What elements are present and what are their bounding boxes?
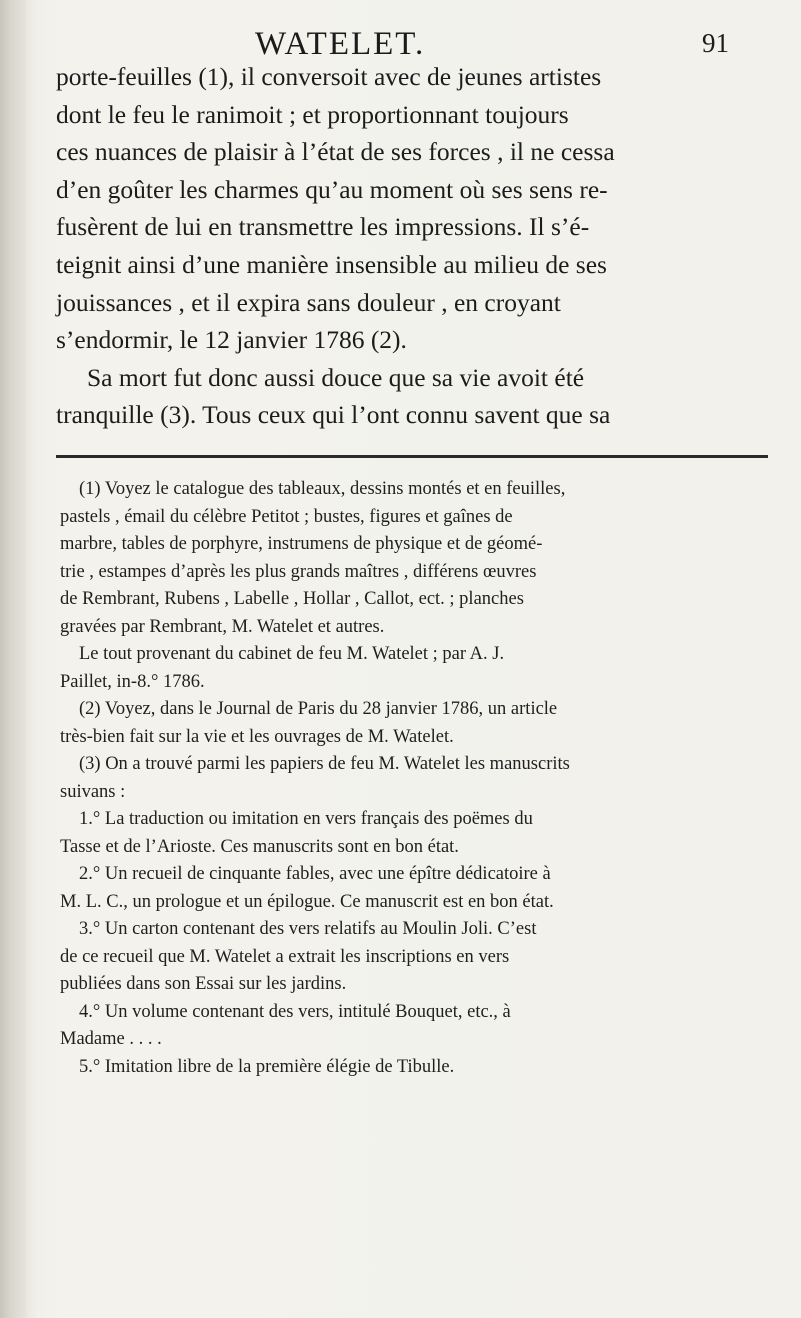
text-line: tranquille (3). Tous ceux qui l’ont connu savent que sa: [56, 400, 611, 430]
footnote-line: 5.° Imitation libre de la première élégie de Tibulle.: [79, 1056, 455, 1077]
footnotes: [60, 476, 776, 1081]
text-line: jouissances , et il expira sans douleur , en croyant: [56, 287, 561, 317]
footnote-line: Paillet, in-8.° 1786.: [60, 671, 205, 692]
text-line: teignit ainsi d’une manière insensible au milieu de ses: [56, 249, 607, 279]
text-line: porte-feuilles (1), il conversoit avec de jeunes artistes: [56, 62, 602, 91]
text-line: d’en goûter les charmes qu’au moment où ses sens re-: [56, 174, 608, 204]
footnote-line: Tasse et de l’Arioste. Ces manuscrits sont en bon état.: [60, 836, 459, 857]
text-line: Sa mort fut donc aussi douce que sa vie avoit été: [87, 362, 585, 392]
page-gutter-shadow: [0, 0, 26, 1318]
footnote-line: pastels , émail du célèbre Petitot ; bustes, figures et gaînes de: [60, 506, 513, 527]
footnote-line: suivans :: [60, 781, 126, 802]
running-head: WATELET.: [255, 26, 426, 62]
footnote-line: M. L. C., un prologue et un épilogue. Ce manuscrit est en bon état.: [60, 891, 554, 912]
main-text: [56, 58, 776, 434]
footnote-line: 1.° La traduction ou imitation en vers français des poëmes du: [79, 809, 533, 829]
footnote-line: (1) Voyez le catalogue des tableaux, dessins montés et en feuilles,: [79, 479, 566, 499]
page-header: [0, 26, 801, 62]
text-line: dont le feu le ranimoit ; et proportionnant toujours: [56, 99, 569, 129]
footnote-line: 4.° Un volume contenant des vers, intitulé Bouquet, etc., à: [79, 1001, 511, 1022]
footnote-line: gravées par Rembrant, M. Watelet et autres.: [60, 616, 385, 637]
footnote-line: trie , estampes d’après les plus grands maîtres , différens œuvres: [60, 561, 537, 582]
footnote-line: (3) On a trouvé parmi les papiers de feu M. Watelet les manuscrits: [79, 754, 570, 774]
footnote-line: 3.° Un carton contenant des vers relatifs au Moulin Joli. C’est: [79, 919, 537, 939]
footnote-line: publiées dans son Essai sur les jardins.: [60, 974, 347, 994]
footnote-line: marbre, tables de porphyre, instrumens de physique et de géomé-: [60, 534, 543, 554]
footnote-line: de ce recueil que M. Watelet a extrait les inscriptions en vers: [60, 946, 510, 967]
footnote-line: (2) Voyez, dans le Journal de Paris du 28 janvier 1786, un article: [79, 699, 558, 719]
footnote-line: Le tout provenant du cabinet de feu M. Watelet ; par A. J.: [79, 644, 505, 664]
footnote-line: 2.° Un recueil de cinquante fables, avec une épître dédicatoire à: [79, 864, 551, 884]
footnote-line: Madame . . . .: [60, 1029, 162, 1049]
text-line: ces nuances de plaisir à l’état de ses forces , il ne cessa: [56, 137, 615, 167]
text-line: fusèrent de lui en transmettre les impressions. Il s’é-: [56, 212, 590, 242]
footnote-separator: [56, 455, 768, 458]
page-number: 91: [702, 28, 729, 58]
footnote-line: très-bien fait sur la vie et les ouvrages de M. Watelet.: [60, 726, 454, 747]
footnote-line: de Rembrant, Rubens , Labelle , Hollar , Callot, ect. ; planches: [60, 589, 524, 609]
text-line: s’endormir, le 12 janvier 1786 (2).: [56, 325, 407, 355]
